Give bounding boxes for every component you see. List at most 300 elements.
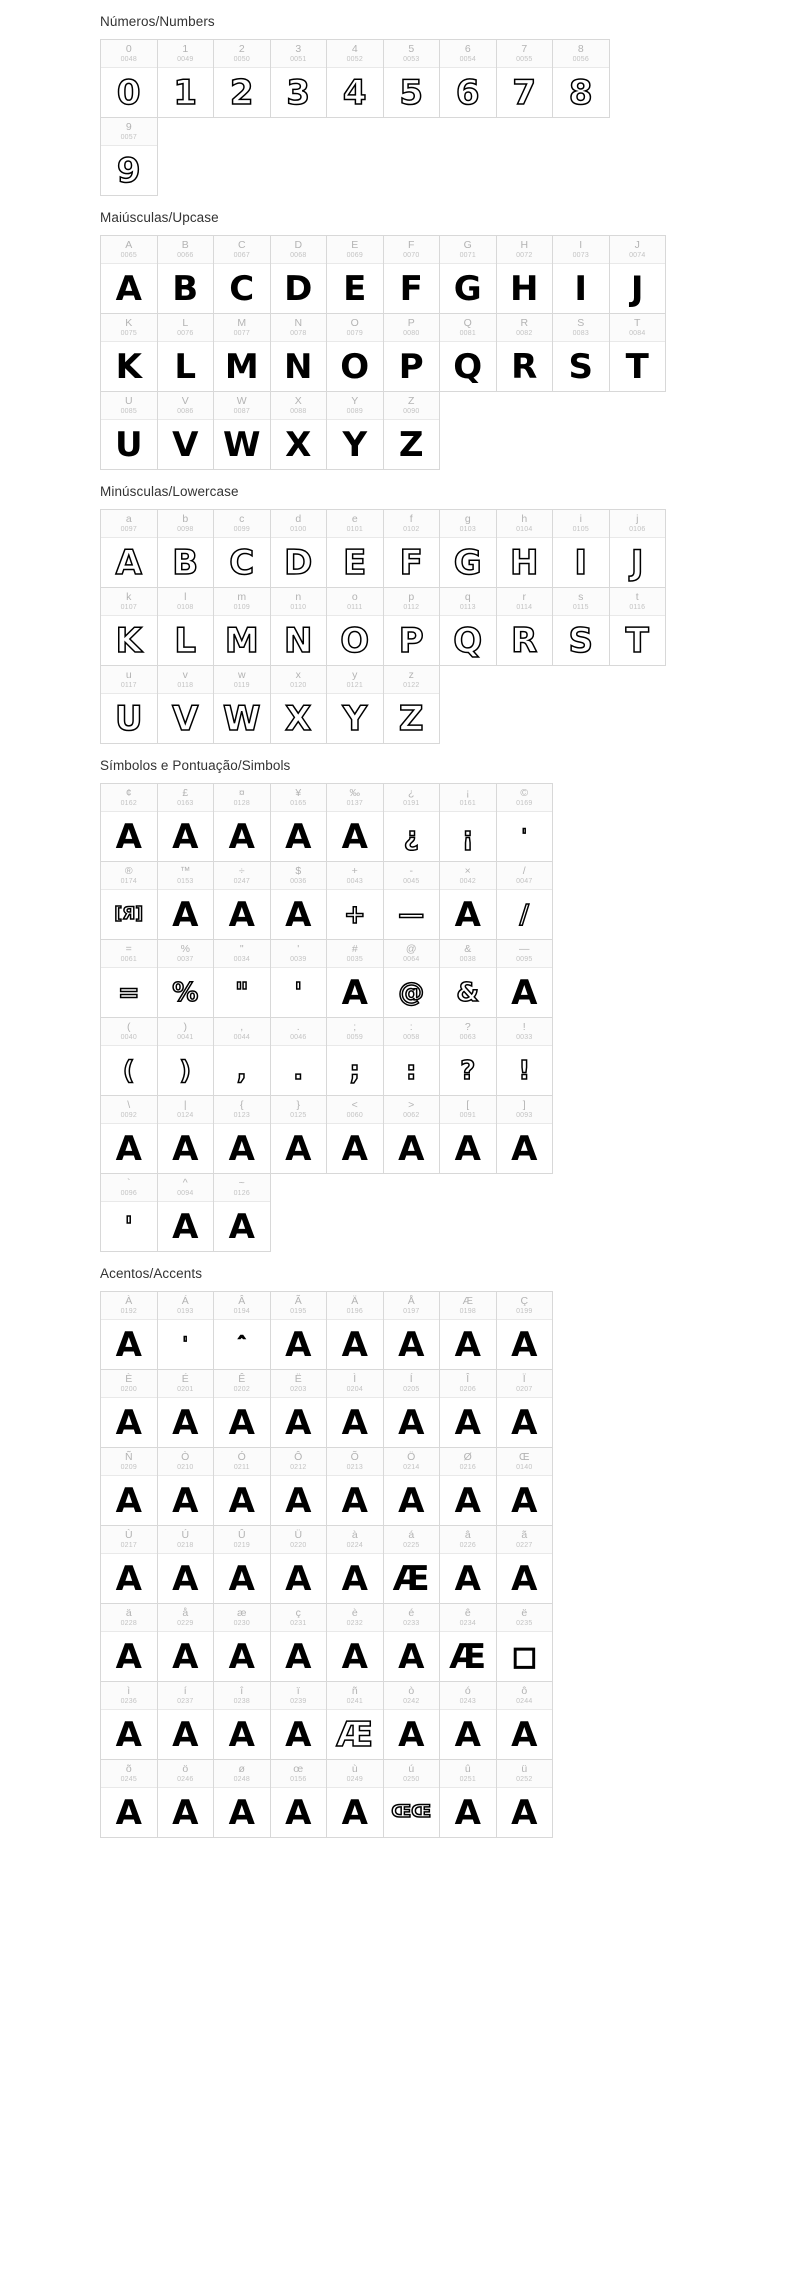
- glyph-char-code: 0116: [629, 604, 646, 611]
- glyph-cell[interactable]: [158, 1604, 215, 1682]
- glyph-cell[interactable]: [327, 940, 384, 1018]
- glyph-cell[interactable]: [271, 40, 328, 118]
- glyph-cell[interactable]: [214, 392, 271, 470]
- glyph-cell[interactable]: [327, 1526, 384, 1604]
- glyph-char-code: 0037: [177, 956, 194, 963]
- glyph-render: A: [228, 1636, 255, 1677]
- glyph-char-label: D: [294, 239, 303, 251]
- glyph-cell[interactable]: [610, 236, 667, 314]
- glyph-cell[interactable]: [101, 1370, 158, 1448]
- glyph-cell[interactable]: [214, 1096, 271, 1174]
- glyph-cell[interactable]: [271, 862, 328, 940]
- glyph-cell[interactable]: [553, 236, 610, 314]
- glyph-cell[interactable]: [158, 236, 215, 314]
- glyph-cell-header: [214, 1760, 270, 1788]
- glyph-cell[interactable]: [384, 510, 441, 588]
- glyph-char-label: £: [182, 787, 189, 799]
- glyph-cell-header: [101, 1370, 157, 1398]
- glyph-cell[interactable]: [214, 510, 271, 588]
- glyph-cell[interactable]: [101, 1174, 158, 1252]
- glyph-cell[interactable]: [214, 1526, 271, 1604]
- glyph-grid: [100, 509, 666, 744]
- glyph-render: A: [511, 1792, 538, 1833]
- glyph-cell[interactable]: [271, 1448, 328, 1526]
- glyph-cell[interactable]: [214, 1682, 271, 1760]
- glyph-render: A: [454, 1324, 481, 1365]
- glyph-char-label: â: [464, 1529, 471, 1541]
- glyph-cell[interactable]: [440, 1604, 497, 1682]
- glyph-char-label: ®: [124, 865, 133, 877]
- glyph-char-label: w: [237, 669, 246, 681]
- glyph-char-label: ú: [408, 1763, 415, 1775]
- glyph-cell[interactable]: [214, 1018, 271, 1096]
- glyph-preview: [553, 68, 609, 117]
- glyph-cell-header: [214, 784, 270, 812]
- glyph-cell[interactable]: [440, 1682, 497, 1760]
- glyph-cell[interactable]: [327, 1370, 384, 1448]
- glyph-char-label: 8: [577, 43, 584, 55]
- glyph-cell[interactable]: [101, 940, 158, 1018]
- glyph-cell-header: [271, 1604, 327, 1632]
- glyph-render: 0: [116, 72, 141, 113]
- glyph-cell[interactable]: [440, 40, 497, 118]
- glyph-cell[interactable]: [101, 236, 158, 314]
- glyph-cell[interactable]: [440, 1448, 497, 1526]
- glyph-cell[interactable]: [440, 510, 497, 588]
- glyph-cell[interactable]: [214, 862, 271, 940]
- glyph-cell[interactable]: [440, 862, 497, 940]
- glyph-cell-header: [384, 940, 440, 968]
- glyph-cell[interactable]: [384, 1526, 441, 1604]
- glyph-cell[interactable]: [214, 314, 271, 392]
- glyph-cell[interactable]: [384, 1018, 441, 1096]
- glyph-cell[interactable]: [497, 40, 554, 118]
- glyph-preview: [497, 1398, 553, 1447]
- glyph-char-label: k: [126, 591, 132, 603]
- glyph-cell[interactable]: [384, 1292, 441, 1370]
- glyph-char-code: 0249: [346, 1776, 363, 1783]
- glyph-render: V: [172, 424, 199, 465]
- glyph-cell[interactable]: [327, 314, 384, 392]
- glyph-cell[interactable]: [384, 314, 441, 392]
- glyph-cell-header: [440, 1760, 496, 1788]
- glyph-cell-empty: [271, 118, 328, 196]
- glyph-char-label: ]: [522, 1099, 526, 1111]
- glyph-char-label: !: [522, 1021, 526, 1033]
- glyph-preview: [158, 890, 214, 939]
- glyph-char-label: ë: [521, 1607, 528, 1619]
- glyph-cell-header: [214, 1292, 270, 1320]
- glyph-cell[interactable]: [327, 1682, 384, 1760]
- glyph-cell[interactable]: [497, 940, 554, 1018]
- glyph-cell[interactable]: [158, 40, 215, 118]
- glyph-cell-header: [384, 588, 440, 616]
- glyph-render: K: [115, 346, 142, 387]
- glyph-char-code: 0250: [403, 1776, 420, 1783]
- glyph-cell[interactable]: [497, 1292, 554, 1370]
- glyph-cell[interactable]: [158, 1370, 215, 1448]
- glyph-cell[interactable]: [327, 1018, 384, 1096]
- glyph-cell-header: [214, 588, 270, 616]
- glyph-cell[interactable]: [440, 940, 497, 1018]
- glyph-cell[interactable]: [271, 784, 328, 862]
- glyph-cell[interactable]: [271, 1096, 328, 1174]
- glyph-cell[interactable]: [610, 510, 667, 588]
- glyph-cell[interactable]: [327, 1292, 384, 1370]
- glyph-cell[interactable]: [271, 236, 328, 314]
- glyph-render: F: [399, 268, 423, 309]
- glyph-cell[interactable]: [440, 1096, 497, 1174]
- glyph-cell[interactable]: [214, 1604, 271, 1682]
- glyph-char-code: 0075: [120, 330, 137, 337]
- glyph-preview: [384, 1398, 440, 1447]
- glyph-preview: [440, 1398, 496, 1447]
- glyph-char-code: 0121: [346, 682, 363, 689]
- glyph-char-label: R: [520, 317, 529, 329]
- glyph-cell-header: [384, 1096, 440, 1124]
- glyph-cell-header: [158, 1760, 214, 1788]
- glyph-cell-header: [101, 1526, 157, 1554]
- glyph-cell[interactable]: [101, 510, 158, 588]
- glyph-cell[interactable]: [101, 1018, 158, 1096]
- glyph-cell-header: [440, 236, 496, 264]
- glyph-cell[interactable]: [214, 1292, 271, 1370]
- glyph-cell[interactable]: [384, 784, 441, 862]
- glyph-cell[interactable]: [101, 1760, 158, 1838]
- glyph-render: %: [172, 977, 199, 1008]
- glyph-cell[interactable]: [101, 392, 158, 470]
- glyph-render: F: [399, 542, 423, 583]
- glyph-grid: [100, 39, 610, 196]
- glyph-cell[interactable]: [384, 588, 441, 666]
- glyph-render: 9: [116, 150, 141, 191]
- glyph-char-label: ": [239, 943, 244, 955]
- glyph-cell[interactable]: [271, 510, 328, 588]
- glyph-char-code: 0247: [233, 878, 250, 885]
- glyph-cell[interactable]: [158, 1526, 215, 1604]
- glyph-cell[interactable]: [214, 1448, 271, 1526]
- glyph-char-label: ø: [238, 1763, 245, 1775]
- glyph-render: A: [115, 816, 142, 857]
- glyph-render: A: [398, 1636, 425, 1677]
- glyph-cell[interactable]: [271, 1018, 328, 1096]
- glyph-preview: [101, 420, 157, 469]
- glyph-cell[interactable]: [327, 1760, 384, 1838]
- glyph-cell[interactable]: [384, 40, 441, 118]
- glyph-char-label: é: [408, 1607, 415, 1619]
- glyph-cell[interactable]: [553, 588, 610, 666]
- glyph-cell[interactable]: [271, 392, 328, 470]
- glyph-cell-header: [384, 1448, 440, 1476]
- glyph-cell[interactable]: [327, 666, 384, 744]
- glyph-cell-header: [440, 1448, 496, 1476]
- glyph-char-code: 0061: [120, 956, 137, 963]
- glyph-cell[interactable]: [158, 392, 215, 470]
- glyph-section: [0, 470, 800, 744]
- glyph-char-label: 9: [125, 121, 132, 133]
- glyph-cell[interactable]: [271, 588, 328, 666]
- glyph-render: A: [511, 1402, 538, 1443]
- glyph-cell[interactable]: [158, 588, 215, 666]
- glyph-cell[interactable]: [384, 1448, 441, 1526]
- glyph-preview: [271, 1046, 327, 1095]
- glyph-cell[interactable]: [101, 1526, 158, 1604]
- glyph-preview: [271, 1320, 327, 1369]
- glyph-preview: [271, 1476, 327, 1525]
- glyph-char-label: ~: [238, 1177, 245, 1189]
- glyph-cell[interactable]: [158, 940, 215, 1018]
- glyph-cell[interactable]: [271, 666, 328, 744]
- glyph-char-code: 0111: [347, 604, 363, 611]
- glyph-cell[interactable]: [497, 1604, 554, 1682]
- glyph-cell-header: [158, 314, 214, 342]
- glyph-cell[interactable]: [158, 666, 215, 744]
- glyph-cell[interactable]: [214, 940, 271, 1018]
- glyph-cell-header: [553, 40, 609, 68]
- glyph-char-code: 0064: [403, 956, 420, 963]
- glyph-render: ): [179, 1055, 192, 1086]
- glyph-cell[interactable]: [440, 314, 497, 392]
- glyph-cell[interactable]: [610, 314, 667, 392]
- glyph-cell-header: [271, 236, 327, 264]
- glyph-char-code: 0085: [120, 408, 137, 415]
- glyph-char-code: 0236: [120, 1698, 137, 1705]
- glyph-cell[interactable]: [610, 588, 667, 666]
- glyph-preview: [101, 890, 157, 939]
- glyph-cell-header: [271, 588, 327, 616]
- glyph-render: T: [625, 346, 649, 387]
- section-title: Números/Numbers: [100, 14, 215, 29]
- glyph-char-code: 0070: [403, 252, 420, 259]
- glyph-char-code: 0230: [233, 1620, 250, 1627]
- glyph-cell[interactable]: [214, 666, 271, 744]
- glyph-render: ': [124, 1211, 133, 1242]
- glyph-cell[interactable]: [553, 314, 610, 392]
- glyph-cell[interactable]: [214, 1370, 271, 1448]
- glyph-cell[interactable]: [497, 1448, 554, 1526]
- glyph-char-code: 0108: [177, 604, 194, 611]
- glyph-preview: [101, 1476, 157, 1525]
- glyph-cell[interactable]: [101, 118, 158, 196]
- glyph-cell-header: [101, 392, 157, 420]
- glyph-preview: [101, 1710, 157, 1759]
- glyph-cell[interactable]: [271, 940, 328, 1018]
- glyph-cell[interactable]: [497, 1682, 554, 1760]
- glyph-cell[interactable]: [497, 510, 554, 588]
- glyph-cell[interactable]: [158, 1018, 215, 1096]
- glyph-cell[interactable]: [497, 1526, 554, 1604]
- glyph-cell-header: [440, 1370, 496, 1398]
- glyph-cell[interactable]: [440, 236, 497, 314]
- glyph-preview: [327, 1124, 383, 1173]
- glyph-cell[interactable]: [384, 1096, 441, 1174]
- glyph-cell[interactable]: [440, 1292, 497, 1370]
- glyph-render: L: [174, 346, 197, 387]
- glyph-cell[interactable]: [101, 1448, 158, 1526]
- glyph-cell[interactable]: [497, 314, 554, 392]
- glyph-char-label: r: [522, 591, 526, 603]
- glyph-cell[interactable]: [497, 588, 554, 666]
- glyph-cell[interactable]: [101, 314, 158, 392]
- glyph-cell[interactable]: [158, 314, 215, 392]
- glyph-cell[interactable]: [271, 1682, 328, 1760]
- glyph-char-code: 0122: [403, 682, 420, 689]
- glyph-cell-header: [327, 1018, 383, 1046]
- glyph-cell[interactable]: [440, 784, 497, 862]
- glyph-cell[interactable]: [497, 236, 554, 314]
- glyph-cell[interactable]: [158, 1448, 215, 1526]
- glyph-cell[interactable]: [158, 862, 215, 940]
- glyph-cell[interactable]: [440, 588, 497, 666]
- glyph-render: ': [182, 1334, 188, 1354]
- glyph-cell[interactable]: [158, 1760, 215, 1838]
- glyph-cell[interactable]: [497, 784, 554, 862]
- glyph-cell[interactable]: [327, 588, 384, 666]
- glyph-render: A: [115, 1402, 142, 1443]
- glyph-cell[interactable]: [101, 1292, 158, 1370]
- glyph-preview: [384, 1788, 440, 1837]
- glyph-cell[interactable]: [384, 236, 441, 314]
- section-title: Acentos/Accents: [100, 1266, 203, 1281]
- glyph-char-label: y: [352, 669, 358, 681]
- glyph-cell[interactable]: [158, 1174, 215, 1252]
- glyph-cell[interactable]: [214, 236, 271, 314]
- glyph-cell[interactable]: [101, 1604, 158, 1682]
- glyph-cell[interactable]: [497, 1370, 554, 1448]
- glyph-char-code: 0156: [290, 1776, 307, 1783]
- glyph-cell[interactable]: [214, 1760, 271, 1838]
- glyph-render: A: [454, 1402, 481, 1443]
- glyph-cell[interactable]: [271, 1760, 328, 1838]
- glyph-cell[interactable]: [384, 392, 441, 470]
- glyph-preview: [158, 342, 214, 391]
- glyph-preview: [101, 694, 157, 743]
- glyph-char-code: 0100: [290, 526, 307, 533]
- glyph-cell[interactable]: [158, 1682, 215, 1760]
- glyph-render: X: [285, 424, 312, 465]
- glyph-render: Æ: [336, 1714, 374, 1755]
- glyph-char-code: 0203: [290, 1386, 307, 1393]
- glyph-cell[interactable]: [101, 862, 158, 940]
- glyph-preview: [440, 1320, 496, 1369]
- glyph-cell[interactable]: [497, 862, 554, 940]
- glyph-cell-header: [327, 784, 383, 812]
- glyph-cell[interactable]: [384, 1682, 441, 1760]
- glyph-cell[interactable]: [384, 1370, 441, 1448]
- glyph-cell[interactable]: [327, 392, 384, 470]
- glyph-char-label: Ù: [124, 1529, 133, 1541]
- glyph-cell[interactable]: [384, 666, 441, 744]
- glyph-cell[interactable]: [158, 1096, 215, 1174]
- glyph-cell[interactable]: [327, 784, 384, 862]
- glyph-cell[interactable]: [101, 1682, 158, 1760]
- glyph-cell[interactable]: [440, 1760, 497, 1838]
- glyph-char-label: À: [125, 1295, 133, 1307]
- glyph-cell[interactable]: [101, 666, 158, 744]
- glyph-char-code: 0046: [290, 1034, 307, 1041]
- glyph-preview: [327, 1632, 383, 1681]
- glyph-preview: [214, 1124, 270, 1173]
- glyph-render: X: [285, 698, 312, 739]
- glyph-cell[interactable]: [440, 1370, 497, 1448]
- glyph-cell[interactable]: [553, 510, 610, 588]
- glyph-cell[interactable]: [384, 940, 441, 1018]
- glyph-cell[interactable]: [158, 784, 215, 862]
- glyph-cell[interactable]: [214, 1174, 271, 1252]
- glyph-cell[interactable]: [214, 588, 271, 666]
- glyph-char-label: J: [634, 239, 640, 251]
- glyph-cell[interactable]: [553, 40, 610, 118]
- glyph-char-label: {: [239, 1099, 244, 1111]
- glyph-preview: [384, 1124, 440, 1173]
- section-title: Símbolos e Pontuação/Simbols: [100, 758, 291, 773]
- glyph-cell[interactable]: [497, 1096, 554, 1174]
- glyph-char-code: 0224: [346, 1542, 363, 1549]
- glyph-char-code: 0163: [177, 800, 194, 807]
- glyph-cell[interactable]: [327, 1096, 384, 1174]
- glyph-preview: [327, 1046, 383, 1095]
- glyph-preview: [440, 1554, 496, 1603]
- glyph-cell[interactable]: [384, 1760, 441, 1838]
- glyph-cell[interactable]: [497, 1018, 554, 1096]
- glyph-cell[interactable]: [101, 784, 158, 862]
- glyph-cell[interactable]: [271, 1526, 328, 1604]
- glyph-cell[interactable]: [214, 784, 271, 862]
- glyph-preview: [271, 890, 327, 939]
- glyph-char-code: 0113: [459, 604, 476, 611]
- glyph-cell[interactable]: [384, 862, 441, 940]
- glyph-cell[interactable]: [214, 40, 271, 118]
- glyph-cell[interactable]: [327, 40, 384, 118]
- glyph-char-label: Æ: [462, 1295, 473, 1307]
- glyph-cell-empty: [440, 118, 497, 196]
- glyph-cell[interactable]: [271, 314, 328, 392]
- glyph-preview: [158, 264, 214, 313]
- glyph-cell[interactable]: [327, 1604, 384, 1682]
- glyph-char-code: 0198: [459, 1308, 476, 1315]
- glyph-cell[interactable]: [384, 1604, 441, 1682]
- glyph-char-code: 0238: [233, 1698, 250, 1705]
- glyph-cell[interactable]: [497, 1760, 554, 1838]
- glyph-cell[interactable]: [327, 510, 384, 588]
- glyph-cell[interactable]: [158, 1292, 215, 1370]
- glyph-char-label: E: [351, 239, 359, 251]
- glyph-cell[interactable]: [327, 1448, 384, 1526]
- glyph-char-code: 0107: [120, 604, 137, 611]
- glyph-cell[interactable]: [158, 510, 215, 588]
- glyph-cell-header: [497, 1604, 553, 1632]
- glyph-char-label: <: [351, 1099, 358, 1111]
- glyph-char-code: 0140: [516, 1464, 533, 1471]
- glyph-cell[interactable]: [101, 588, 158, 666]
- glyph-cell[interactable]: [440, 1018, 497, 1096]
- glyph-render: A: [172, 1128, 199, 1169]
- glyph-cell[interactable]: [271, 1292, 328, 1370]
- glyph-cell[interactable]: [271, 1604, 328, 1682]
- glyph-cell[interactable]: [101, 1096, 158, 1174]
- glyph-section: [0, 1252, 800, 1838]
- glyph-cell[interactable]: [440, 1526, 497, 1604]
- glyph-render: A: [398, 1324, 425, 1365]
- glyph-cell[interactable]: [101, 40, 158, 118]
- glyph-char-code: 0071: [459, 252, 476, 259]
- glyph-cell[interactable]: [327, 862, 384, 940]
- glyph-cell[interactable]: [327, 236, 384, 314]
- glyph-render: A: [341, 1792, 368, 1833]
- glyph-char-label: ': [297, 943, 300, 955]
- glyph-cell[interactable]: [271, 1370, 328, 1448]
- glyph-char-code: 0082: [516, 330, 533, 337]
